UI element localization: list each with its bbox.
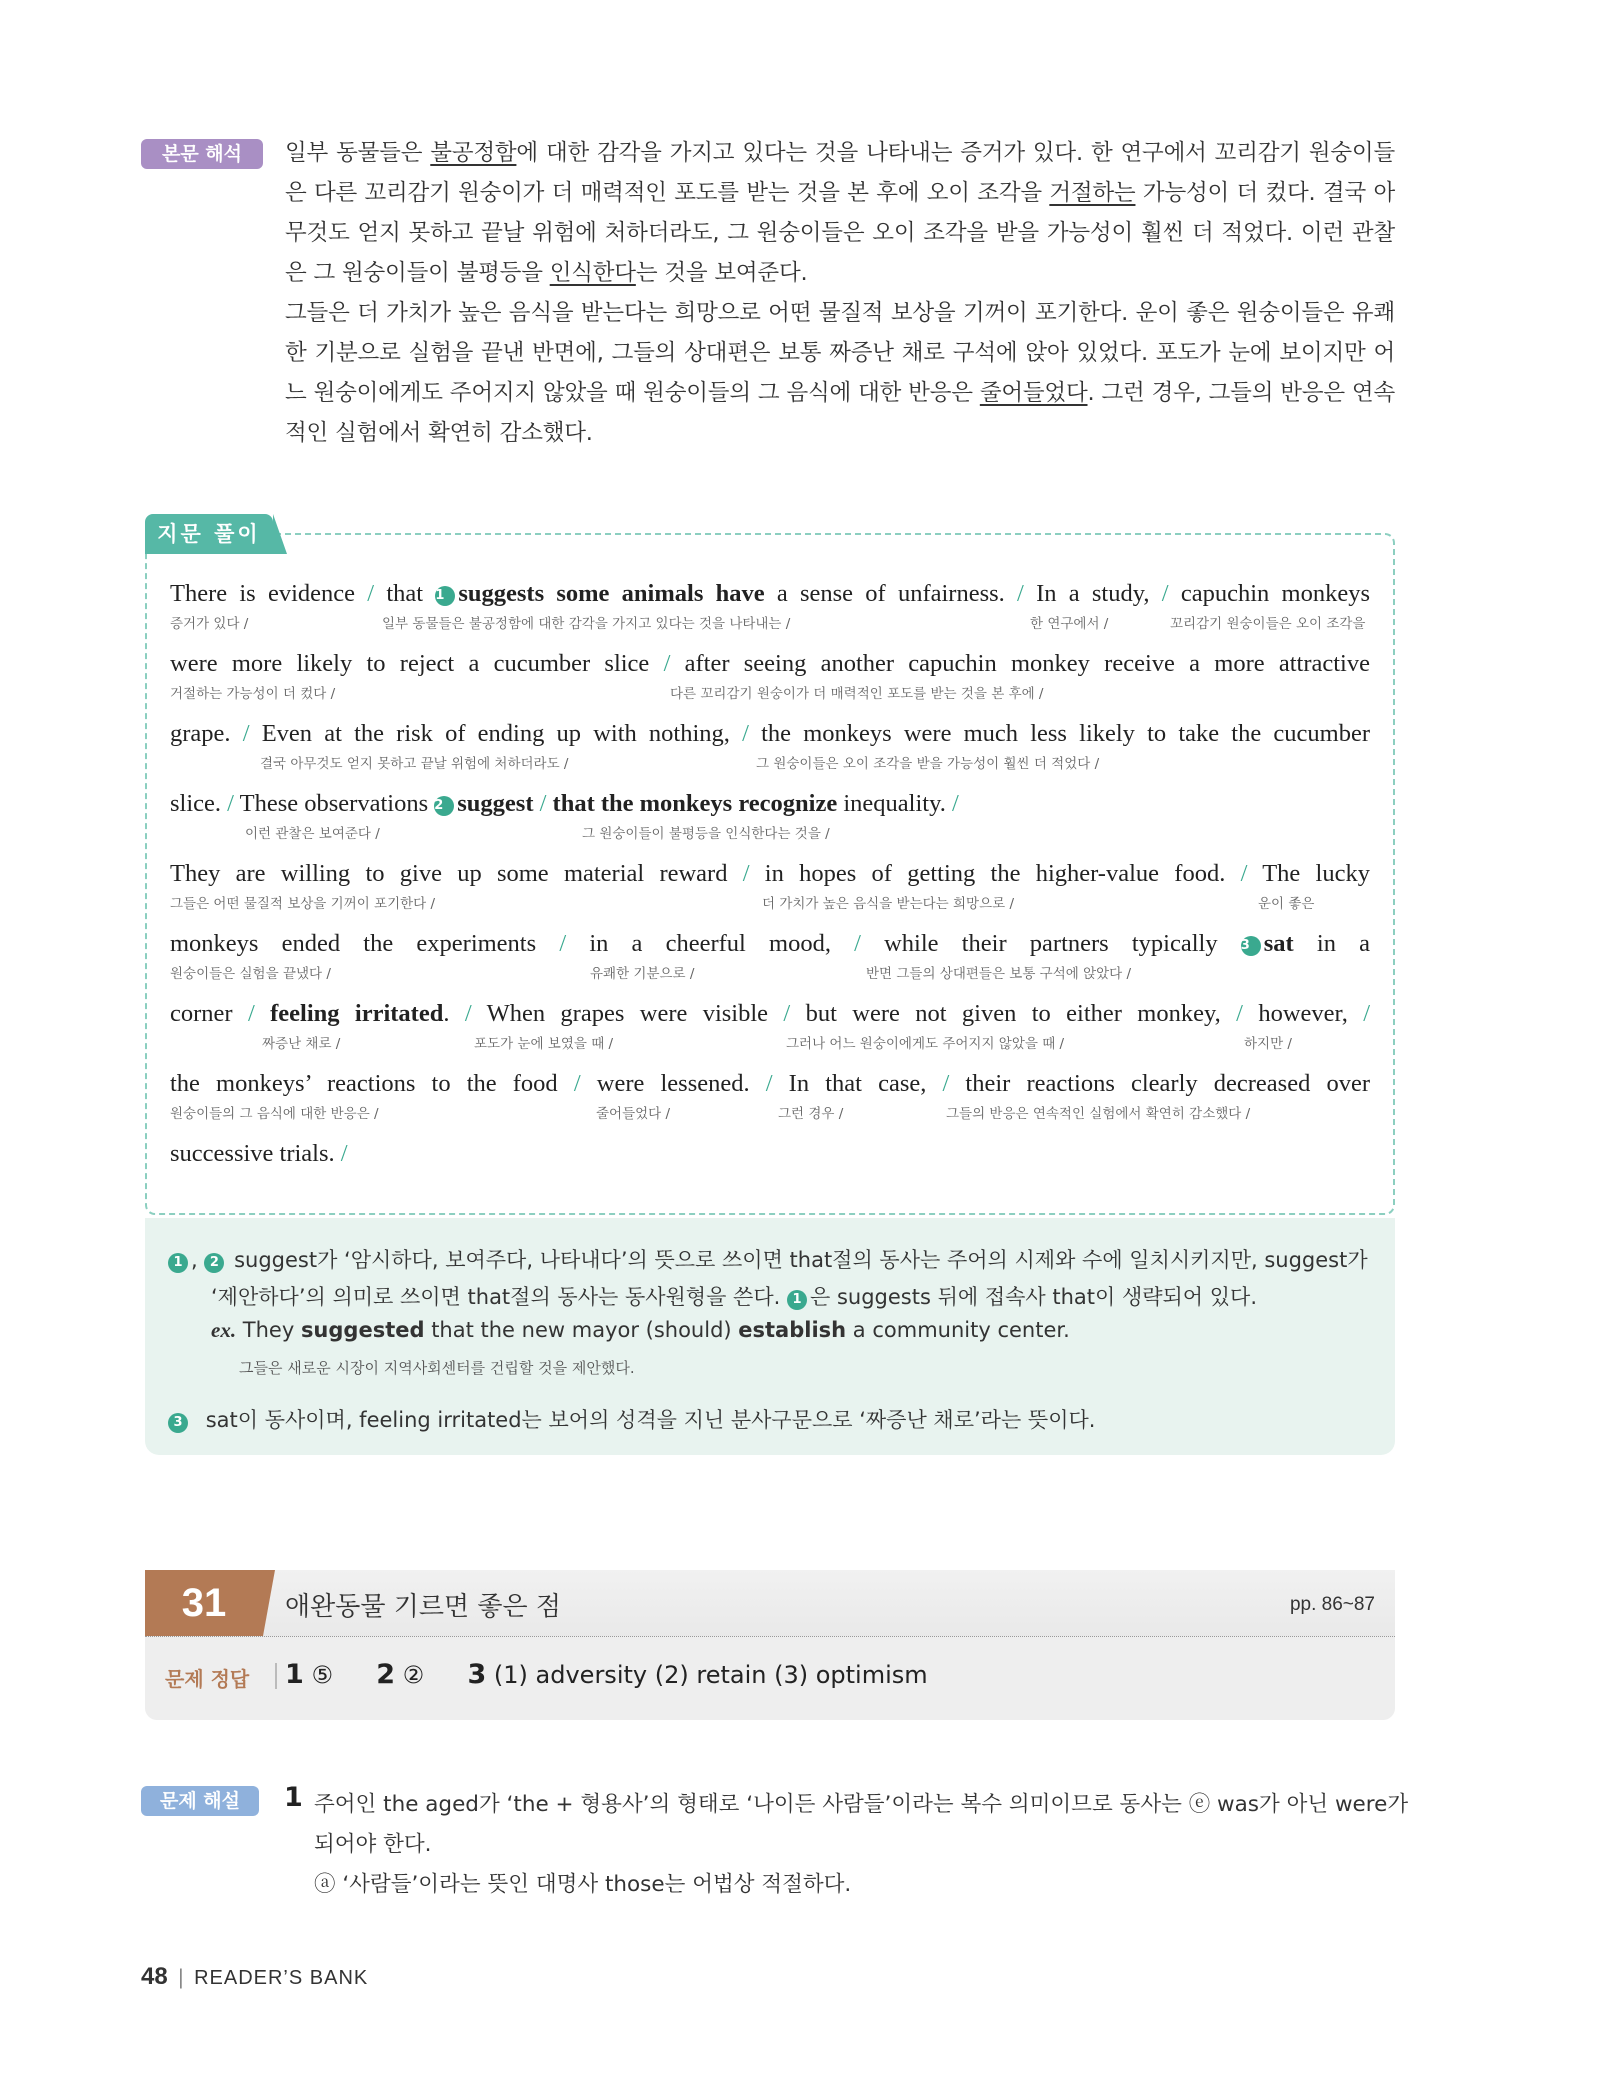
passage-line-4: slice. / These observations 2 suggest / that the monkeys recognize inequality. / (170, 790, 959, 817)
gloss: 그런 경우 / (778, 1106, 844, 1122)
gloss: 이런 관찰은 보여준다 / (245, 826, 380, 842)
gloss: 유쾌한 기분으로 / (590, 966, 695, 982)
section-pages: pp. 86~87 (1289, 1594, 1375, 1615)
gloss: 일부 동물들은 불공정함에 대한 감각을 가지고 있다는 것을 나타내는 / (382, 616, 791, 632)
page-number: 48 (141, 1963, 168, 1990)
passage-line-3: grape. / Even at the risk of ending up with nothing, / the monkeys were much less likely to take the cucumber (170, 720, 1371, 747)
section-header (145, 1570, 1395, 1636)
gloss: 원숭이들의 그 음식에 대한 반응은 / (170, 1106, 379, 1122)
answers-row (145, 1636, 1395, 1720)
gloss: 더 가치가 높은 음식을 받는다는 희망으로 / (762, 896, 1014, 912)
note-1-2-cont: ‘제안하다’의 의미로 쓰이면 that절의 동사는 동사원형을 쓴다. 1 은 suggests 뒤에 접속사 that이 생략되어 있다. (211, 1285, 1258, 1309)
gloss: 거절하는 가능성이 더 컸다 / (170, 686, 336, 702)
gloss: 그러나 어느 원숭이에게도 주어지지 않았을 때 / (786, 1036, 1065, 1052)
note-marker-2: 2 (434, 796, 454, 816)
example-translation: 그들은 새로운 시장이 지역사회센터를 건립할 것을 제안했다. (239, 1359, 635, 1377)
translation-paragraph-2: 그들은 더 가치가 높은 음식을 받는다는 희망으로 어떤 물질적 보상을 기꺼이 포기한다. 운이 좋은 원숭이들은 유쾌한 기분으로 실험을 끝낸 반면에, 그들의 상대편은 보통 짜증난 채로 구석에 앉아 있었다. 포도가 눈에 보이지만 어느 원숭이에게도 주어지지 않았을 때 원숭이들의 그 음식에 대한 반응은 줄어들었다. 그런 경우, 그들의 반응은 연속적인 실험에서 확연히 감소했다. (285, 300, 1395, 446)
gloss: 그 원숭이들이 불평등을 인식한다는 것을 / (582, 826, 830, 842)
translation-text (285, 133, 1395, 453)
gloss: 포도가 눈에 보였을 때 / (474, 1036, 614, 1052)
passage-line-7: corner / feeling irritated. / When grapes were visible / but were not given to either monkey, / however, / (170, 1000, 1370, 1027)
translation-label: 본문 해석 (141, 139, 263, 169)
note-marker-3: 3 (1241, 936, 1261, 956)
gloss: 다른 꼬리감기 원숭이가 더 매력적인 포도를 받는 것을 본 후에 / (670, 686, 1044, 702)
explanation-number: 1 (284, 1782, 303, 1813)
gloss: 짜증난 채로 / (262, 1036, 341, 1052)
note-1-2: 1 , 2 suggest가 ‘암시하다, 보여주다, 나타내다’의 뜻으로 쓰이면 that절의 동사는 주어의 시제와 수에 일치시키지만, suggest가 (168, 1244, 1368, 1274)
gloss: 그들의 반응은 연속적인 실험에서 확연히 감소했다 / (946, 1106, 1251, 1122)
explanation-line-1: 주어인 the aged가 ‘the + 형용사’의 형태로 ‘나이든 사람들’이라는 복수 의미이므로 동사는 ⓔ was가 아닌 were가 (314, 1792, 1409, 1817)
section-number: 31 (145, 1570, 263, 1636)
gloss: 줄어들었다 / (596, 1106, 671, 1122)
gloss: 한 연구에서 / (1030, 616, 1109, 632)
gloss: 그 원숭이들은 오이 조각을 받을 가능성이 훨씬 더 적었다 / (756, 756, 1100, 772)
explanation-line-3: ⓐ ‘사람들’이라는 뜻인 대명사 those는 어법상 적절하다. (314, 1872, 852, 1897)
passage-line-8: the monkeys’ reactions to the food / were lessened. / In that case, / their reactions clearly decreased over (170, 1070, 1370, 1097)
gloss: 운이 좋은 (1258, 896, 1315, 912)
explanation-line-2: 되어야 한다. (314, 1832, 432, 1857)
gloss: 결국 아무것도 얻지 못하고 끝날 위험에 처하더라도 / (260, 756, 569, 772)
note-3: 3 sat이 동사이며, feeling irritated는 보어의 성격을 지닌 분사구문으로 ‘짜증난 채로’라는 뜻이다. (168, 1404, 1095, 1434)
passage-line-9: successive trials. / (170, 1140, 348, 1167)
answer-list: 1 ⑤ 2 ② 3 (1) adversity (2) retain (3) optimism (285, 1659, 928, 1690)
section-title: 애완동물 기르면 좋은 점 (285, 1592, 561, 1622)
passage-line-6: monkeys ended the experiments / in a cheerful mood, / while their partners typically 3 sat in a (170, 930, 1370, 957)
passage-line-1: There is evidence / that 1 suggests some animals have a sense of unfairness. / In a study, / capuchin monkeys (170, 580, 1370, 607)
divider (275, 1663, 277, 1689)
gloss: 꼬리감기 원숭이들은 오이 조각을 (1170, 616, 1366, 632)
passage-tab-label: 지문 풀이 (145, 514, 273, 554)
answers-label: 문제 정답 (165, 1667, 250, 1691)
section-31 (145, 1570, 1395, 1720)
gloss: 하지만 / (1244, 1036, 1292, 1052)
gloss: 반면 그들의 상대편들은 보통 구석에 앉았다 / (866, 966, 1132, 982)
book-title: READER’S BANK (194, 1967, 369, 1989)
gloss: 그들은 어떤 물질적 보상을 기꺼이 포기한다 / (170, 896, 436, 912)
gloss: 원숭이들은 실험을 끝냈다 / (170, 966, 331, 982)
example-sentence: ex. They suggested that the new mayor (should) establish a community center. (211, 1318, 1070, 1342)
passage-line-5: They are willing to give up some material reward / in hopes of getting the higher-value food. / The lucky (170, 860, 1370, 887)
explanation-label: 문제 해설 (141, 1786, 259, 1816)
passage-line-2: were more likely to reject a cucumber slice / after seeing another capuchin monkey receive a more attractive (170, 650, 1370, 677)
page-footer: 48 | READER’S BANK (141, 1963, 369, 1990)
translation-paragraph-1: 일부 동물들은 불공정함에 대한 감각을 가지고 있다는 것을 나타내는 증거가 있다. 한 연구에서 꼬리감기 원숭이들은 다른 꼬리감기 원숭이가 더 매력적인 포도를 받는 것을 본 후에 오이 조각을 거절하는 가능성이 더 컸다. 결국 아무것도 얻지 못하고 끝날 위험에 처하더라도, 그 원숭이들은 오이 조각을 받을 가능성이 훨씬 더 적었다. 이런 관찰은 그 원숭이들이 불평등을 인식한다는 것을 보여준다. (285, 140, 1395, 286)
note-marker-1: 1 (435, 586, 455, 606)
gloss: 증거가 있다 / (170, 616, 249, 632)
